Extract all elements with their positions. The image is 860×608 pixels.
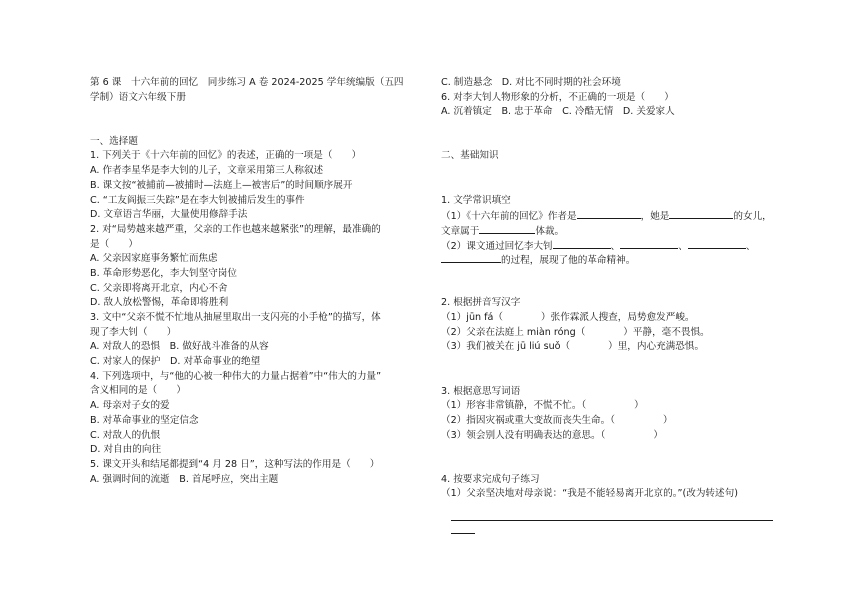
pinyin-text: ）平静，毫不畏惧。	[623, 326, 710, 338]
answer-blank[interactable]	[479, 223, 535, 234]
question-6-stem: 6. 对李大钊人物形象的分析，不正确的一项是（ ）	[441, 91, 674, 103]
answer-blank[interactable]	[577, 208, 641, 219]
fill-line-2	[441, 223, 776, 238]
options-a-b: A. 强调时间的流逝 B. 首尾呼应，突出主题	[90, 473, 279, 485]
question-2	[90, 223, 430, 311]
separator: 、	[745, 240, 756, 252]
answer-blank[interactable]	[553, 238, 611, 249]
fill-text: （1）《十六年前的回忆》作者是	[441, 211, 577, 223]
meaning-line-3: （3）领会别人没有明确表达的意思。（ ）	[441, 429, 663, 441]
section-choice-heading: 一、选择题	[90, 135, 138, 147]
fill-line-3	[441, 238, 776, 253]
question-stem-line-1: 3. 文中“父亲不慌不忙地从抽屉里取出一支闪亮的小手枪”的描写，体	[90, 312, 381, 324]
question-stem-line-1: 4. 下列选项中，与“他的心被一种伟大的力量占据着”中“伟大的力量”	[90, 370, 382, 382]
pinyin-text: （2）父亲在法庭上 miàn róng（	[441, 326, 586, 338]
subsection-title: 3. 根据意思写词语	[441, 385, 521, 397]
option-b: B. 课文按“被捕前—被捕时—法庭上—被害后”的时间顺序展开	[90, 179, 353, 191]
question-stem-line-2: 现了李大钊（ ）	[90, 326, 177, 338]
worksheet-title-line-1: 第 6 课 十六年前的回忆 同步练习 A 卷 2024-2025 学年统编版（五四	[90, 77, 404, 88]
pinyin-text: ）张作霖派人搜查，局势愈发严峻。	[541, 312, 695, 324]
question-5-options-c-d: C. 制造悬念 D. 对比不同时期的社会环境	[441, 77, 621, 88]
answer-blank[interactable]	[441, 252, 501, 263]
option-d: D. 对自由的向往	[90, 444, 162, 456]
question-stem-line-1: 2. 对“局势越来越严重，父亲的工作也越来越紧张”的理解，最准确的	[90, 223, 381, 235]
option-b: B. 革命形势恶化，李大钊坚守岗位	[90, 267, 237, 279]
option-d: D. 文章语言华丽，大量使用修辞手法	[90, 209, 248, 221]
option-a: A. 作者李星华是李大钊的儿子，文章采用第三人称叙述	[90, 165, 324, 177]
answer-line-continuation[interactable]	[451, 523, 475, 534]
worksheet-title-line-2: 学制）语文六年级下册	[90, 91, 186, 103]
meaning-words-block	[441, 385, 776, 444]
pinyin-line-1	[441, 311, 776, 326]
fill-line-4	[441, 252, 776, 267]
pinyin-text: （3）我们被关在 jū liú suǒ（	[441, 341, 571, 353]
separator: 、	[678, 240, 688, 252]
separator: 、	[610, 240, 621, 252]
pinyin-text: （1）jūn fá（	[441, 312, 504, 324]
literary-knowledge-block	[441, 194, 776, 267]
question-5	[90, 458, 430, 487]
answer-line[interactable]	[451, 510, 773, 521]
section-basic-heading: 二、基础知识	[441, 150, 499, 162]
option-c: C. 父亲即将离开北京，内心不舍	[90, 282, 228, 294]
fill-text: 体裁。	[535, 225, 565, 237]
subsection-title: 4. 按要求完成句子练习	[441, 473, 540, 485]
option-a: A. 父亲因家庭事务繁忙而焦虑	[90, 253, 218, 265]
pinyin-block	[441, 296, 776, 355]
left-column	[90, 76, 430, 487]
meaning-line-2: （2）指因灾祸或重大变故而丧失生命。（ ）	[441, 414, 673, 426]
answer-blank[interactable]	[688, 238, 746, 249]
subsection-title: 2. 根据拼音写汉字	[441, 297, 521, 309]
option-b: B. 对革命事业的坚定信念	[90, 414, 199, 426]
question-4	[90, 370, 430, 458]
option-c: C. 对敌人的仇恨	[90, 429, 161, 441]
pinyin-line-2	[441, 326, 776, 341]
fill-text: 的女儿，	[733, 211, 772, 223]
question-6-options: A. 沉着镇定 B. 忠于革命 C. 冷酷无情 D. 关爱家人	[441, 106, 675, 118]
fill-line-1	[441, 208, 776, 223]
options-a-b: A. 对敌人的恐惧 B. 做好战斗准备的从容	[90, 341, 269, 353]
sentence-line-1: （1）父亲坚决地对母亲说：“我是不能轻易离开北京的。”(改为转述句)	[441, 488, 738, 500]
question-3	[90, 311, 430, 370]
question-stem: 1. 下列关于《十六年前的回忆》的表述，正确的一项是（ ）	[90, 150, 362, 162]
right-column	[441, 76, 776, 534]
question-1	[90, 149, 430, 222]
answer-blank[interactable]	[620, 238, 678, 249]
fill-text: ，她是	[640, 211, 670, 223]
answer-blank[interactable]	[669, 208, 733, 219]
options-c-d: C. 对家人的保护 D. 对革命事业的绝望	[90, 356, 261, 368]
question-stem-line-2: 含义相同的是（ ）	[90, 385, 186, 397]
option-a: A. 母亲对子女的爱	[90, 400, 170, 412]
pinyin-text: ）里，内心充满恐惧。	[608, 341, 705, 353]
question-stem: 5. 课文开头和结尾都提到“4 月 28 日”，这种写法的作用是（ ）	[90, 458, 380, 470]
option-d: D. 敌人放松警惕，革命即将胜利	[90, 297, 229, 309]
fill-text: 的过程，展现了他的革命精神。	[501, 255, 636, 267]
question-stem-line-2: 是（ ）	[90, 238, 138, 250]
fill-text: （2）课文通过回忆李大钊	[441, 240, 553, 252]
option-c: C. “工友阎振三失踪”是在李大钊被捕后发生的事件	[90, 194, 305, 206]
meaning-line-1: （1）形容非常镇静，不慌不忙。（ ）	[441, 400, 644, 412]
pinyin-line-3	[441, 340, 776, 355]
sentence-practice-block	[441, 473, 776, 534]
fill-text: 文章属于	[441, 225, 480, 237]
subsection-title: 1. 文学常识填空	[441, 194, 511, 206]
